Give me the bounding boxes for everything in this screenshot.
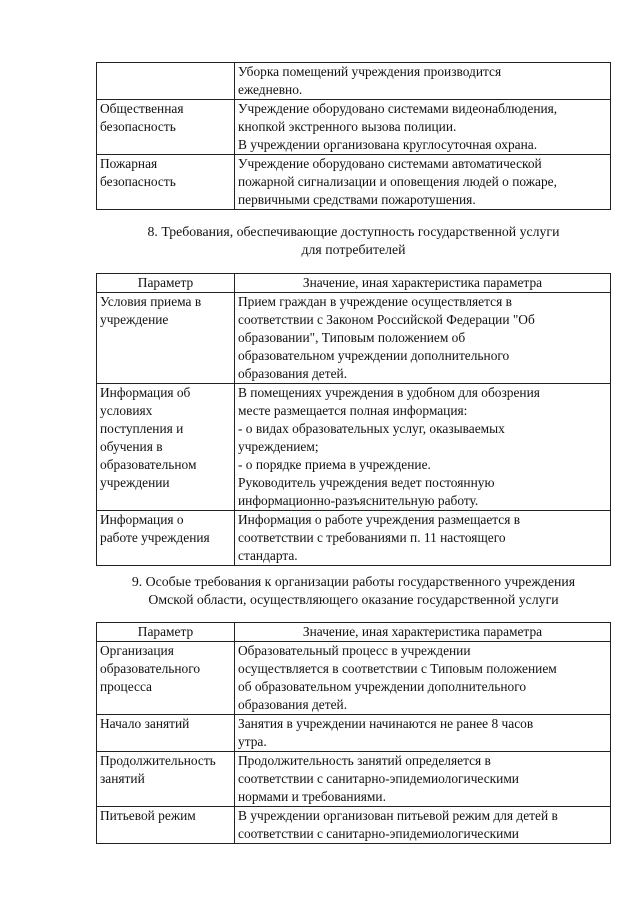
param-cell [97, 807, 235, 844]
cell-line: учреждение [100, 312, 169, 327]
table-row [97, 100, 611, 155]
cell-line: - о видах образовательных услуг, оказываемых [238, 421, 505, 436]
cell-line: Информация об [100, 385, 191, 400]
value-cell [235, 63, 611, 100]
cell-line: об образовательном учреждении дополнительного [238, 679, 527, 694]
cell-line: образовательном [100, 457, 197, 472]
cell-line: образовательном учреждении дополнительного [238, 348, 510, 363]
table-row [97, 642, 611, 715]
section-9-table [96, 622, 611, 844]
table-header-row [97, 623, 611, 642]
cell-line: Начало занятий [100, 716, 190, 731]
table-row [97, 715, 611, 752]
cell-line: соответствии с санитарно-эпидемиологическими [238, 771, 519, 786]
cell-line: Питьевой режим [100, 808, 196, 823]
cell-line: образования детей. [238, 697, 348, 712]
column-header-value: Значение, иная характеристика параметра [235, 623, 611, 642]
cell-line: соответствии с требованиями п. 11 настоящего [238, 530, 506, 545]
cell-line: образования детей. [238, 366, 348, 381]
heading-line: 8. Требования, обеспечивающие доступность государственной услуги [147, 224, 560, 239]
cell-line: условиях [100, 403, 153, 418]
value-cell [235, 807, 611, 844]
cell-line: Занятия в учреждении начинаются не ранее 8 часов [238, 716, 534, 731]
cell-line: информационно-разъяснительную работу. [238, 493, 479, 508]
value-cell [235, 752, 611, 807]
value-cell [235, 642, 611, 715]
cell-line: занятий [100, 771, 145, 786]
table-header-row [97, 274, 611, 293]
cell-line: Продолжительность [100, 753, 216, 768]
param-cell [97, 511, 235, 566]
cell-line: Продолжительность занятий определяется в [238, 753, 491, 768]
cell-line: Информация о работе учреждения размещается в [238, 512, 521, 527]
section-9-heading [96, 573, 611, 609]
column-header-value: Значение, иная характеристика параметра [235, 274, 611, 293]
param-cell [97, 752, 235, 807]
table-row [97, 511, 611, 566]
table-row [97, 63, 611, 100]
param-cell [97, 642, 235, 715]
cell-line: безопасность [100, 174, 176, 189]
param-cell [97, 384, 235, 511]
table-row [97, 384, 611, 511]
cell-line: Прием граждан в учреждение осуществляется в [238, 294, 512, 309]
value-cell [235, 293, 611, 384]
cell-line: процесса [100, 679, 152, 694]
cell-line: соответствии с Законом Российской Федерации "Об [238, 312, 535, 327]
cell-line: учреждении [100, 475, 170, 490]
value-cell [235, 100, 611, 155]
cell-line: Информация о [100, 512, 184, 527]
value-cell [235, 511, 611, 566]
heading-line: 9. Особые требования к организации работы государственного учреждения [131, 574, 576, 589]
cell-line: нормами и требованиями. [238, 789, 386, 804]
cell-line: Уборка помещений учреждения производится [238, 64, 502, 79]
table-row [97, 807, 611, 844]
column-header-param: Параметр [97, 274, 235, 293]
table-row [97, 752, 611, 807]
cell-line: Общественная [100, 101, 184, 116]
param-cell [97, 155, 235, 210]
value-cell [235, 384, 611, 511]
value-cell [235, 155, 611, 210]
param-cell [97, 63, 235, 100]
param-cell [97, 293, 235, 384]
top-table [96, 62, 611, 210]
cell-line: - о порядке приема в учреждение. [238, 457, 431, 472]
cell-line: В помещениях учреждения в удобном для обозрения [238, 385, 540, 400]
heading-line: Омской области, осуществляющего оказание государственной услуги [148, 592, 559, 607]
cell-line: образовательного [100, 661, 201, 676]
cell-line: ежедневно. [238, 82, 303, 97]
cell-line: безопасность [100, 119, 176, 134]
cell-line: поступления и [100, 421, 184, 436]
column-header-param: Параметр [97, 623, 235, 642]
table-row [97, 293, 611, 384]
cell-line: утра. [238, 734, 267, 749]
cell-line: Учреждение оборудовано системами видеонаблюдения, [238, 101, 558, 116]
cell-line: учреждением; [238, 439, 319, 454]
section-8-table [96, 273, 611, 566]
cell-line: обучения в [100, 439, 163, 454]
param-cell [97, 715, 235, 752]
cell-line: В учреждении организован питьевой режим для детей в [238, 808, 558, 823]
cell-line: работе учреждения [100, 530, 210, 545]
heading-line: для потребителей [301, 242, 406, 257]
cell-line: пожарной сигнализации и оповещения людей о пожаре, [238, 174, 557, 189]
cell-line: Учреждение оборудовано системами автоматической [238, 156, 542, 171]
cell-line: Пожарная [100, 156, 158, 171]
cell-line: Условия приема в [100, 294, 202, 309]
cell-line: кнопкой экстренного вызова полиции. [238, 119, 457, 134]
cell-line: месте размещается полная информация: [238, 403, 468, 418]
cell-line: Образовательный процесс в учреждении [238, 643, 471, 658]
table-row [97, 155, 611, 210]
cell-line: соответствии с санитарно-эпидемиологическими [238, 826, 519, 841]
value-cell [235, 715, 611, 752]
cell-line: образовании", Типовым положением об [238, 330, 466, 345]
cell-line: стандарта. [238, 548, 298, 563]
cell-line: Организация [100, 643, 174, 658]
cell-line: Руководитель учреждения ведет постоянную [238, 475, 495, 490]
cell-line: В учреждении организована круглосуточная охрана. [238, 137, 538, 152]
section-8-heading [96, 223, 611, 259]
param-cell [97, 100, 235, 155]
cell-line: осуществляется в соответствии с Типовым положением [238, 661, 557, 676]
cell-line: первичными средствами пожаротушения. [238, 192, 476, 207]
